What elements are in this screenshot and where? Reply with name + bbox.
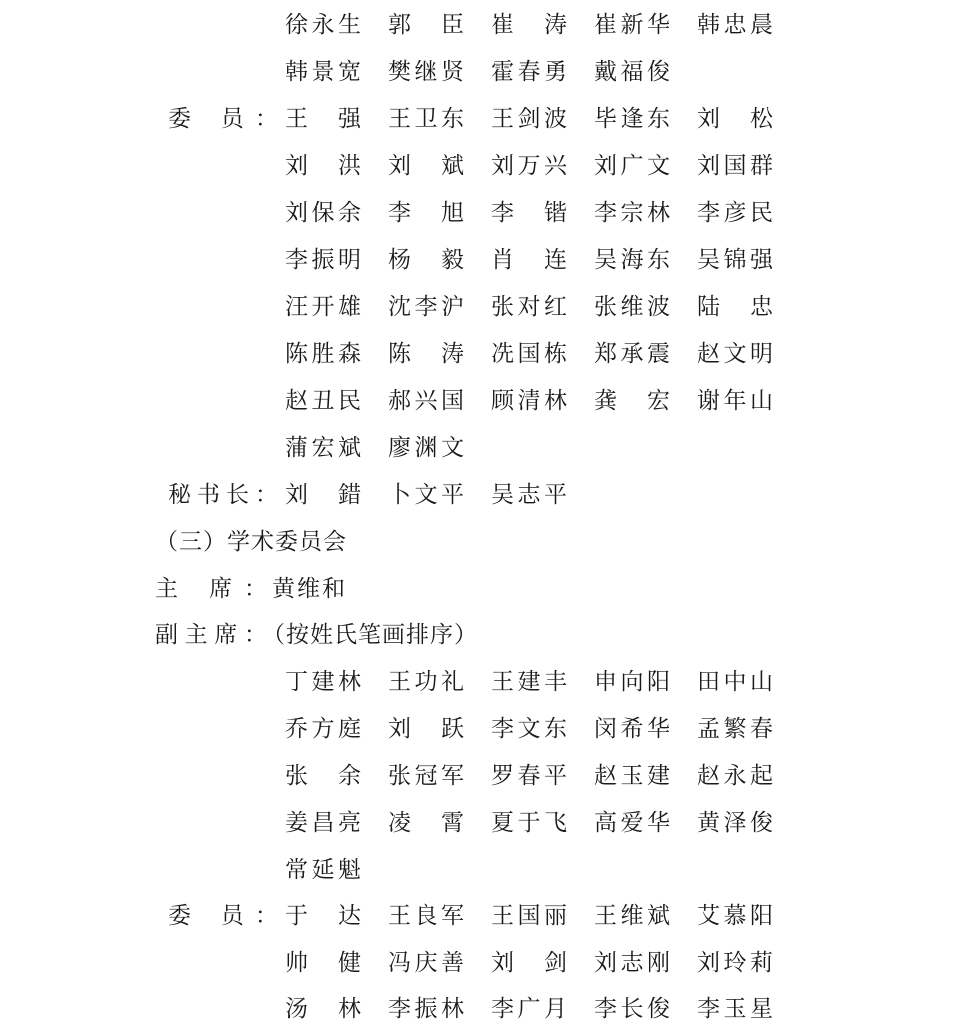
person-name: 李 彦 民 (697, 200, 773, 226)
person-name: 李 宗 林 (594, 200, 670, 226)
person-name: 徐 永 生 (285, 12, 361, 38)
vice-chairman-row (0, 612, 960, 658)
chairman-row (0, 566, 960, 612)
person-name: 卜 文 平 (388, 482, 464, 508)
name-row (0, 425, 960, 471)
section-heading (0, 519, 960, 565)
name-row (0, 706, 960, 752)
person-name: 王 功 礼 (388, 669, 464, 695)
person-name: 赵 玉 建 (594, 763, 670, 789)
chairman-name: 黄维和 (272, 576, 347, 602)
person-name: 孟 繁 春 (697, 716, 773, 742)
person-name: 汪 开 雄 (285, 294, 361, 320)
person-name: 吴 锦 强 (697, 247, 773, 273)
person-name: 刘 跃 (388, 716, 464, 742)
person-name: 韩 忠 晨 (697, 12, 773, 38)
person-name: 崔 新 华 (594, 12, 670, 38)
person-name: 李 旭 (388, 200, 464, 226)
name-row (0, 331, 960, 377)
person-name: 刘 广 文 (594, 153, 670, 179)
person-name: 刘 保 余 (285, 200, 361, 226)
person-name: 崔 涛 (491, 12, 567, 38)
person-name: 刘 玲 莉 (697, 950, 773, 976)
vice-chairman-note: （按姓氏笔画排序） (262, 622, 478, 648)
person-name: 沈 李 沪 (388, 294, 464, 320)
person-name: 丁 建 林 (285, 669, 361, 695)
person-name: 谢 年 山 (697, 388, 773, 414)
person-name: 王 强 (285, 106, 361, 132)
person-name: 李 长 俊 (594, 996, 670, 1022)
person-name: 杨 毅 (388, 247, 464, 273)
person-name: 冯 庆 善 (388, 950, 464, 976)
person-name: 高 爱 华 (594, 810, 670, 836)
person-name: 刘 洪 (285, 153, 361, 179)
person-name: 龚 宏 (594, 388, 670, 414)
person-name: 吴 志 平 (491, 482, 567, 508)
person-name: 廖 渊 文 (388, 435, 464, 461)
person-name: 赵 永 起 (697, 763, 773, 789)
person-name: 刘 斌 (388, 153, 464, 179)
person-name: 闵 希 华 (594, 716, 670, 742)
person-name: 王 良 军 (388, 903, 464, 929)
person-name: 刘 志 刚 (594, 950, 670, 976)
person-name: 李 广 月 (491, 996, 567, 1022)
person-name: 张 对 红 (491, 294, 567, 320)
person-name: 冼 国 栋 (491, 341, 567, 367)
person-name: 刘 錯 (285, 482, 361, 508)
person-name: 李 文 东 (491, 716, 567, 742)
person-name: 张 余 (285, 763, 361, 789)
name-row (0, 237, 960, 283)
person-name: 蒲 宏 斌 (285, 435, 361, 461)
person-name: 毕 逢 东 (594, 106, 670, 132)
person-name: 姜 昌 亮 (285, 810, 361, 836)
person-name: 戴 福 俊 (594, 59, 670, 85)
person-name: 常 延 魁 (285, 857, 361, 883)
person-name: 夏 于 飞 (491, 810, 567, 836)
name-row (0, 49, 960, 95)
person-name: 王 国 丽 (491, 903, 567, 929)
role-label: 主 席 ： (155, 576, 267, 602)
name-row (0, 753, 960, 799)
person-name: 顾 清 林 (491, 388, 567, 414)
person-name: 田 中 山 (697, 669, 773, 695)
person-name: 李 振 林 (388, 996, 464, 1022)
members-row (0, 893, 960, 939)
name-row (0, 143, 960, 189)
person-name: 郝 兴 国 (388, 388, 464, 414)
person-name: 罗 春 平 (491, 763, 567, 789)
person-name: 王 剑 波 (491, 106, 567, 132)
person-name: 肖 连 (491, 247, 567, 273)
person-name: 王 卫 东 (388, 106, 464, 132)
name-row (0, 940, 960, 986)
person-name: 陈 涛 (388, 341, 464, 367)
name-row (0, 659, 960, 705)
person-name: 刘 松 (697, 106, 773, 132)
person-name: 艾 慕 阳 (697, 903, 773, 929)
person-name: 郭 臣 (388, 12, 464, 38)
person-name: 张 维 波 (594, 294, 670, 320)
person-name: 凌 霄 (388, 810, 464, 836)
person-name: 李 玉 星 (697, 996, 773, 1022)
role-label: 委 员 ： (168, 106, 278, 132)
role-label: 副 主 席 ： (155, 622, 267, 648)
person-name: 李 振 明 (285, 247, 361, 273)
person-name: 刘 国 群 (697, 153, 773, 179)
name-row (0, 378, 960, 424)
section-title: （三）学术委员会 (155, 529, 347, 555)
person-name: 王 建 丰 (491, 669, 567, 695)
person-name: 李 锴 (491, 200, 567, 226)
person-name: 韩 景 宽 (285, 59, 361, 85)
person-name: 赵 文 明 (697, 341, 773, 367)
name-row (0, 284, 960, 330)
person-name: 吴 海 东 (594, 247, 670, 273)
role-label: 秘 书 长 ： (168, 482, 278, 508)
person-name: 陈 胜 森 (285, 341, 361, 367)
person-name: 汤 林 (285, 996, 361, 1022)
person-name: 樊 继 贤 (388, 59, 464, 85)
person-name: 申 向 阳 (594, 669, 670, 695)
name-row (0, 2, 960, 48)
person-name: 郑 承 震 (594, 341, 670, 367)
person-name: 霍 春 勇 (491, 59, 567, 85)
person-name: 陆 忠 (697, 294, 773, 320)
person-name: 乔 方 庭 (285, 716, 361, 742)
person-name: 于 达 (285, 903, 361, 929)
name-row (0, 800, 960, 846)
role-label: 委 员 ： (168, 903, 278, 929)
person-name: 王 维 斌 (594, 903, 670, 929)
members-row (0, 96, 960, 142)
person-name: 刘 万 兴 (491, 153, 567, 179)
person-name: 帅 健 (285, 950, 361, 976)
name-row (0, 986, 960, 1032)
name-row (0, 847, 960, 893)
person-name: 张 冠 军 (388, 763, 464, 789)
person-name: 黄 泽 俊 (697, 810, 773, 836)
person-name: 赵 丑 民 (285, 388, 361, 414)
person-name: 刘 剑 (491, 950, 567, 976)
secretary-general-row (0, 472, 960, 518)
name-row (0, 190, 960, 236)
